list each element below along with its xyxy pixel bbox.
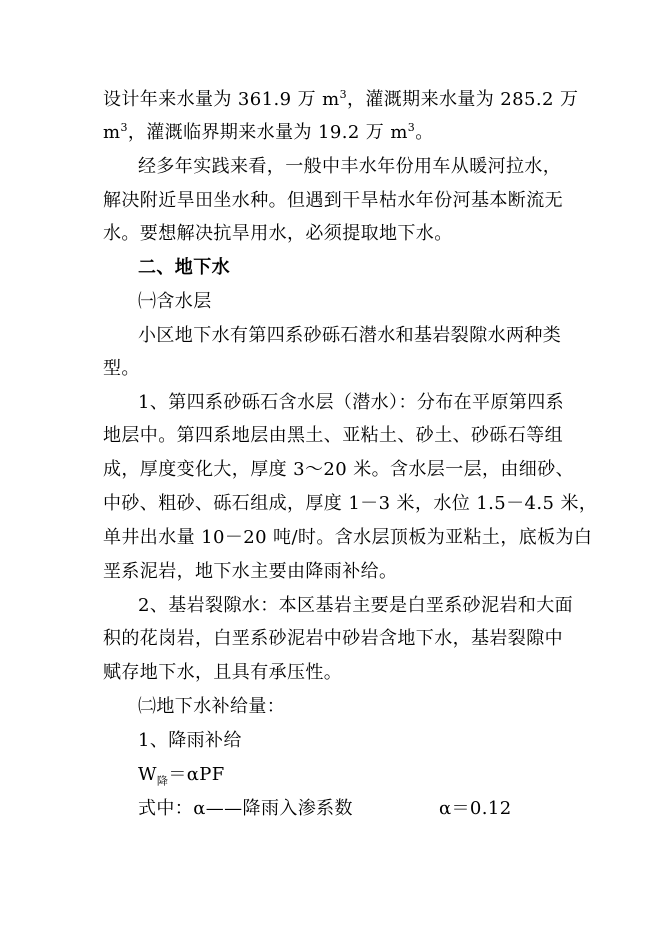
paragraph-line: 经多年实践来看，一般中丰水年份用车从暖河拉水， xyxy=(138,156,562,177)
superscript: 3 xyxy=(120,121,128,134)
paragraph-line xyxy=(103,88,578,112)
section-heading: 二、地下水 xyxy=(138,257,230,278)
paragraph-line: 水。要想解决抗旱用水，必须提取地下水。 xyxy=(103,223,453,244)
paragraph-line: 赋存地下水，且具有承压性。 xyxy=(103,662,343,683)
text-run: m xyxy=(103,122,121,143)
superscript: 3 xyxy=(339,88,347,101)
text-run: ，灌溉临界期来水量为 19.2 万 m xyxy=(127,122,408,143)
subsection-heading: ㈡地下水补给量： xyxy=(138,696,286,717)
paragraph-line: 单井出水量 10－20 吨/时。含水层顶板为亚粘土，底板为白 xyxy=(103,527,593,548)
formula xyxy=(138,763,225,787)
paragraph-line: 型。 xyxy=(103,358,140,379)
text-run: 设计年来水量为 361.9 万 m xyxy=(103,89,340,110)
paragraph-line: 地层中。第四系地层由黑土、亚粘土、砂土、砂砾石等组 xyxy=(103,425,563,446)
formula-symbol: W xyxy=(138,764,157,785)
paragraph-line: 1、第四系砂砾石含水层（潜水）：分布在平原第四系 xyxy=(138,392,565,413)
paragraph-line: 积的花岗岩，白垩系砂泥岩中砂岩含地下水，基岩裂隙中 xyxy=(103,628,563,649)
paragraph-line: 中砂、粗砂、砾石组成，厚度 1－3 米，水位 1.5－4.5 米， xyxy=(103,493,598,514)
text-run: ，灌溉期来水量为 285.2 万 xyxy=(346,89,579,110)
paragraph-line xyxy=(103,121,434,145)
paragraph-line: 垩系泥岩，地下水主要由降雨补给。 xyxy=(103,561,398,582)
subsection-heading: ㈠含水层 xyxy=(138,291,212,312)
formula-subscript: 降 xyxy=(156,774,169,788)
paragraph-line: 小区地下水有第四系砂砾石潜水和基岩裂隙水两种类 xyxy=(138,325,562,346)
paragraph-line: 成，厚度变化大，厚度 3～20 米。含水层一层，由细砂、 xyxy=(103,459,574,480)
formula-rhs: ＝αPF xyxy=(168,764,225,785)
list-item: 1、降雨补给 xyxy=(138,730,242,751)
superscript: 3 xyxy=(407,121,416,134)
paragraph-line: 2、基岩裂隙水：本区基岩主要是白垩系砂泥岩和大面 xyxy=(138,595,574,616)
formula-note-label: 式中：α——降雨入渗系数 xyxy=(138,798,353,819)
text-run: 。 xyxy=(415,122,434,143)
formula-note xyxy=(138,797,512,821)
paragraph-line: 解决附近旱田坐水种。但遇到干旱枯水年份河基本断流无 xyxy=(103,190,563,211)
formula-note-value: α＝0.12 xyxy=(438,798,512,819)
